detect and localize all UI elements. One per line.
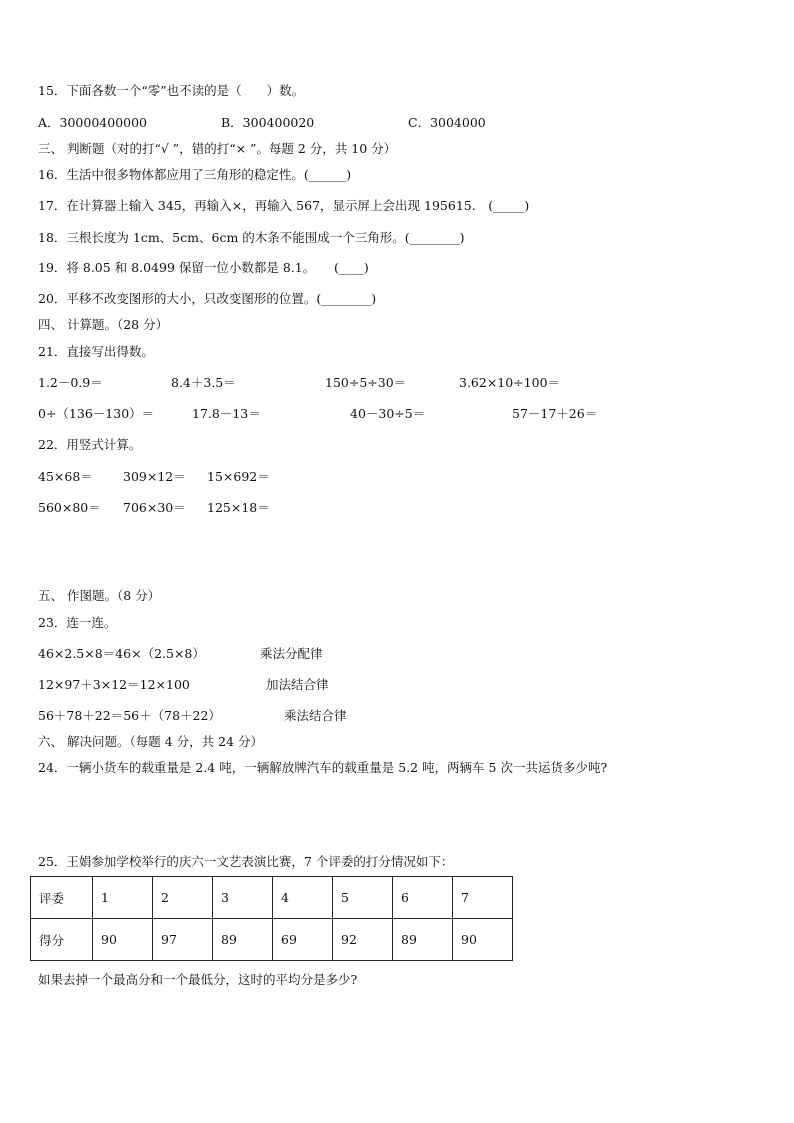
q22-item: 125×18＝ <box>207 500 270 515</box>
q17-text: 17．在计算器上输入 345，再输入×，再输入 567，显示屏上会出现 195615. (_____) <box>38 198 530 213</box>
q25-question: 如果去掉一个最高分和一个最低分，这时的平均分是多少? <box>38 972 358 987</box>
q23-left-item: 46×2.5×8＝46×（2.5×8） <box>38 646 205 661</box>
score-cell: 89 <box>393 919 453 961</box>
judge-number: 1 <box>93 877 153 919</box>
score-cell: 97 <box>153 919 213 961</box>
q21-item: 3.62×10÷100＝ <box>459 375 561 390</box>
q23-stem: 23．连一连。 <box>38 615 117 630</box>
q16-text: 16．生活中很多物体都应用了三角形的稳定性。(______) <box>38 167 352 182</box>
judge-number: 5 <box>333 877 393 919</box>
judge-number: 6 <box>393 877 453 919</box>
q18-text: 18．三根长度为 1cm、5cm、6cm 的木条不能围成一个三角形。(________) <box>38 230 465 245</box>
q22-stem: 22．用竖式计算。 <box>38 437 142 452</box>
q22-item: 706×30＝ <box>123 500 186 515</box>
score-cell: 92 <box>333 919 393 961</box>
judge-number: 7 <box>453 877 513 919</box>
score-label: 得分 <box>31 919 93 961</box>
q21-item: 1.2－0.9＝ <box>38 375 103 390</box>
judge-number: 2 <box>153 877 213 919</box>
q23-right-item: 乘法结合律 <box>284 708 347 723</box>
q22-item: 309×12＝ <box>123 469 186 484</box>
q21-item: 17.8－13＝ <box>192 406 261 421</box>
q15-option-b: B．300400020 <box>221 115 315 130</box>
score-cell: 90 <box>93 919 153 961</box>
section-3-heading: 三、 判断题（对的打“√ ”，错的打“× ”。每题 2 分，共 10 分） <box>38 141 397 156</box>
q21-item: 8.4＋3.5＝ <box>171 375 236 390</box>
judge-number: 4 <box>273 877 333 919</box>
section-6-heading: 六、 解决问题。（每题 4 分，共 24 分） <box>38 734 263 749</box>
q19-text: 19．将 8.05 和 8.0499 保留一位小数都是 8.1。 (____) <box>38 260 369 275</box>
q23-right-item: 乘法分配律 <box>260 646 323 661</box>
q24-text: 24．一辆小货车的载重量是 2.4 吨，一辆解放牌汽车的载重量是 5.2 吨，两辆车 5 次一共运货多少吨? <box>38 760 608 775</box>
q15-stem: 15．下面各数一个“零”也不读的是（ ）数。 <box>38 83 305 98</box>
table-row <box>31 919 513 961</box>
q21-item: 57－17＋26＝ <box>512 406 598 421</box>
q23-right-item: 加法结合律 <box>266 677 329 692</box>
q23-left-item: 56＋78＋22＝56＋（78＋22） <box>38 708 221 723</box>
q23-left-item: 12×97＋3×12＝12×100 <box>38 677 190 692</box>
table-header-label: 评委 <box>31 877 93 919</box>
section-4-heading: 四、 计算题。（28 分） <box>38 317 169 332</box>
q21-item: 0÷（136－130）＝ <box>38 406 155 421</box>
q21-item: 150÷5÷30＝ <box>325 375 407 390</box>
q25-stem: 25．王娟参加学校举行的庆六一文艺表演比赛，7 个评委的打分情况如下： <box>38 854 454 869</box>
q15-option-c: C．3004000 <box>408 115 486 130</box>
q15-option-a: A．30000400000 <box>38 115 148 130</box>
q22-item: 560×80＝ <box>38 500 101 515</box>
q21-item: 40－30÷5＝ <box>350 406 426 421</box>
score-cell: 90 <box>453 919 513 961</box>
score-table <box>30 876 513 961</box>
section-5-heading: 五、 作图题。（8 分） <box>38 588 161 603</box>
q20-text: 20．平移不改变图形的大小，只改变图形的位置。(________) <box>38 291 377 306</box>
score-cell: 69 <box>273 919 333 961</box>
q21-stem: 21．直接写出得数。 <box>38 344 154 359</box>
score-cell: 89 <box>213 919 273 961</box>
q22-item: 15×692＝ <box>207 469 270 484</box>
judge-number: 3 <box>213 877 273 919</box>
q22-item: 45×68＝ <box>38 469 93 484</box>
table-row <box>31 877 513 919</box>
